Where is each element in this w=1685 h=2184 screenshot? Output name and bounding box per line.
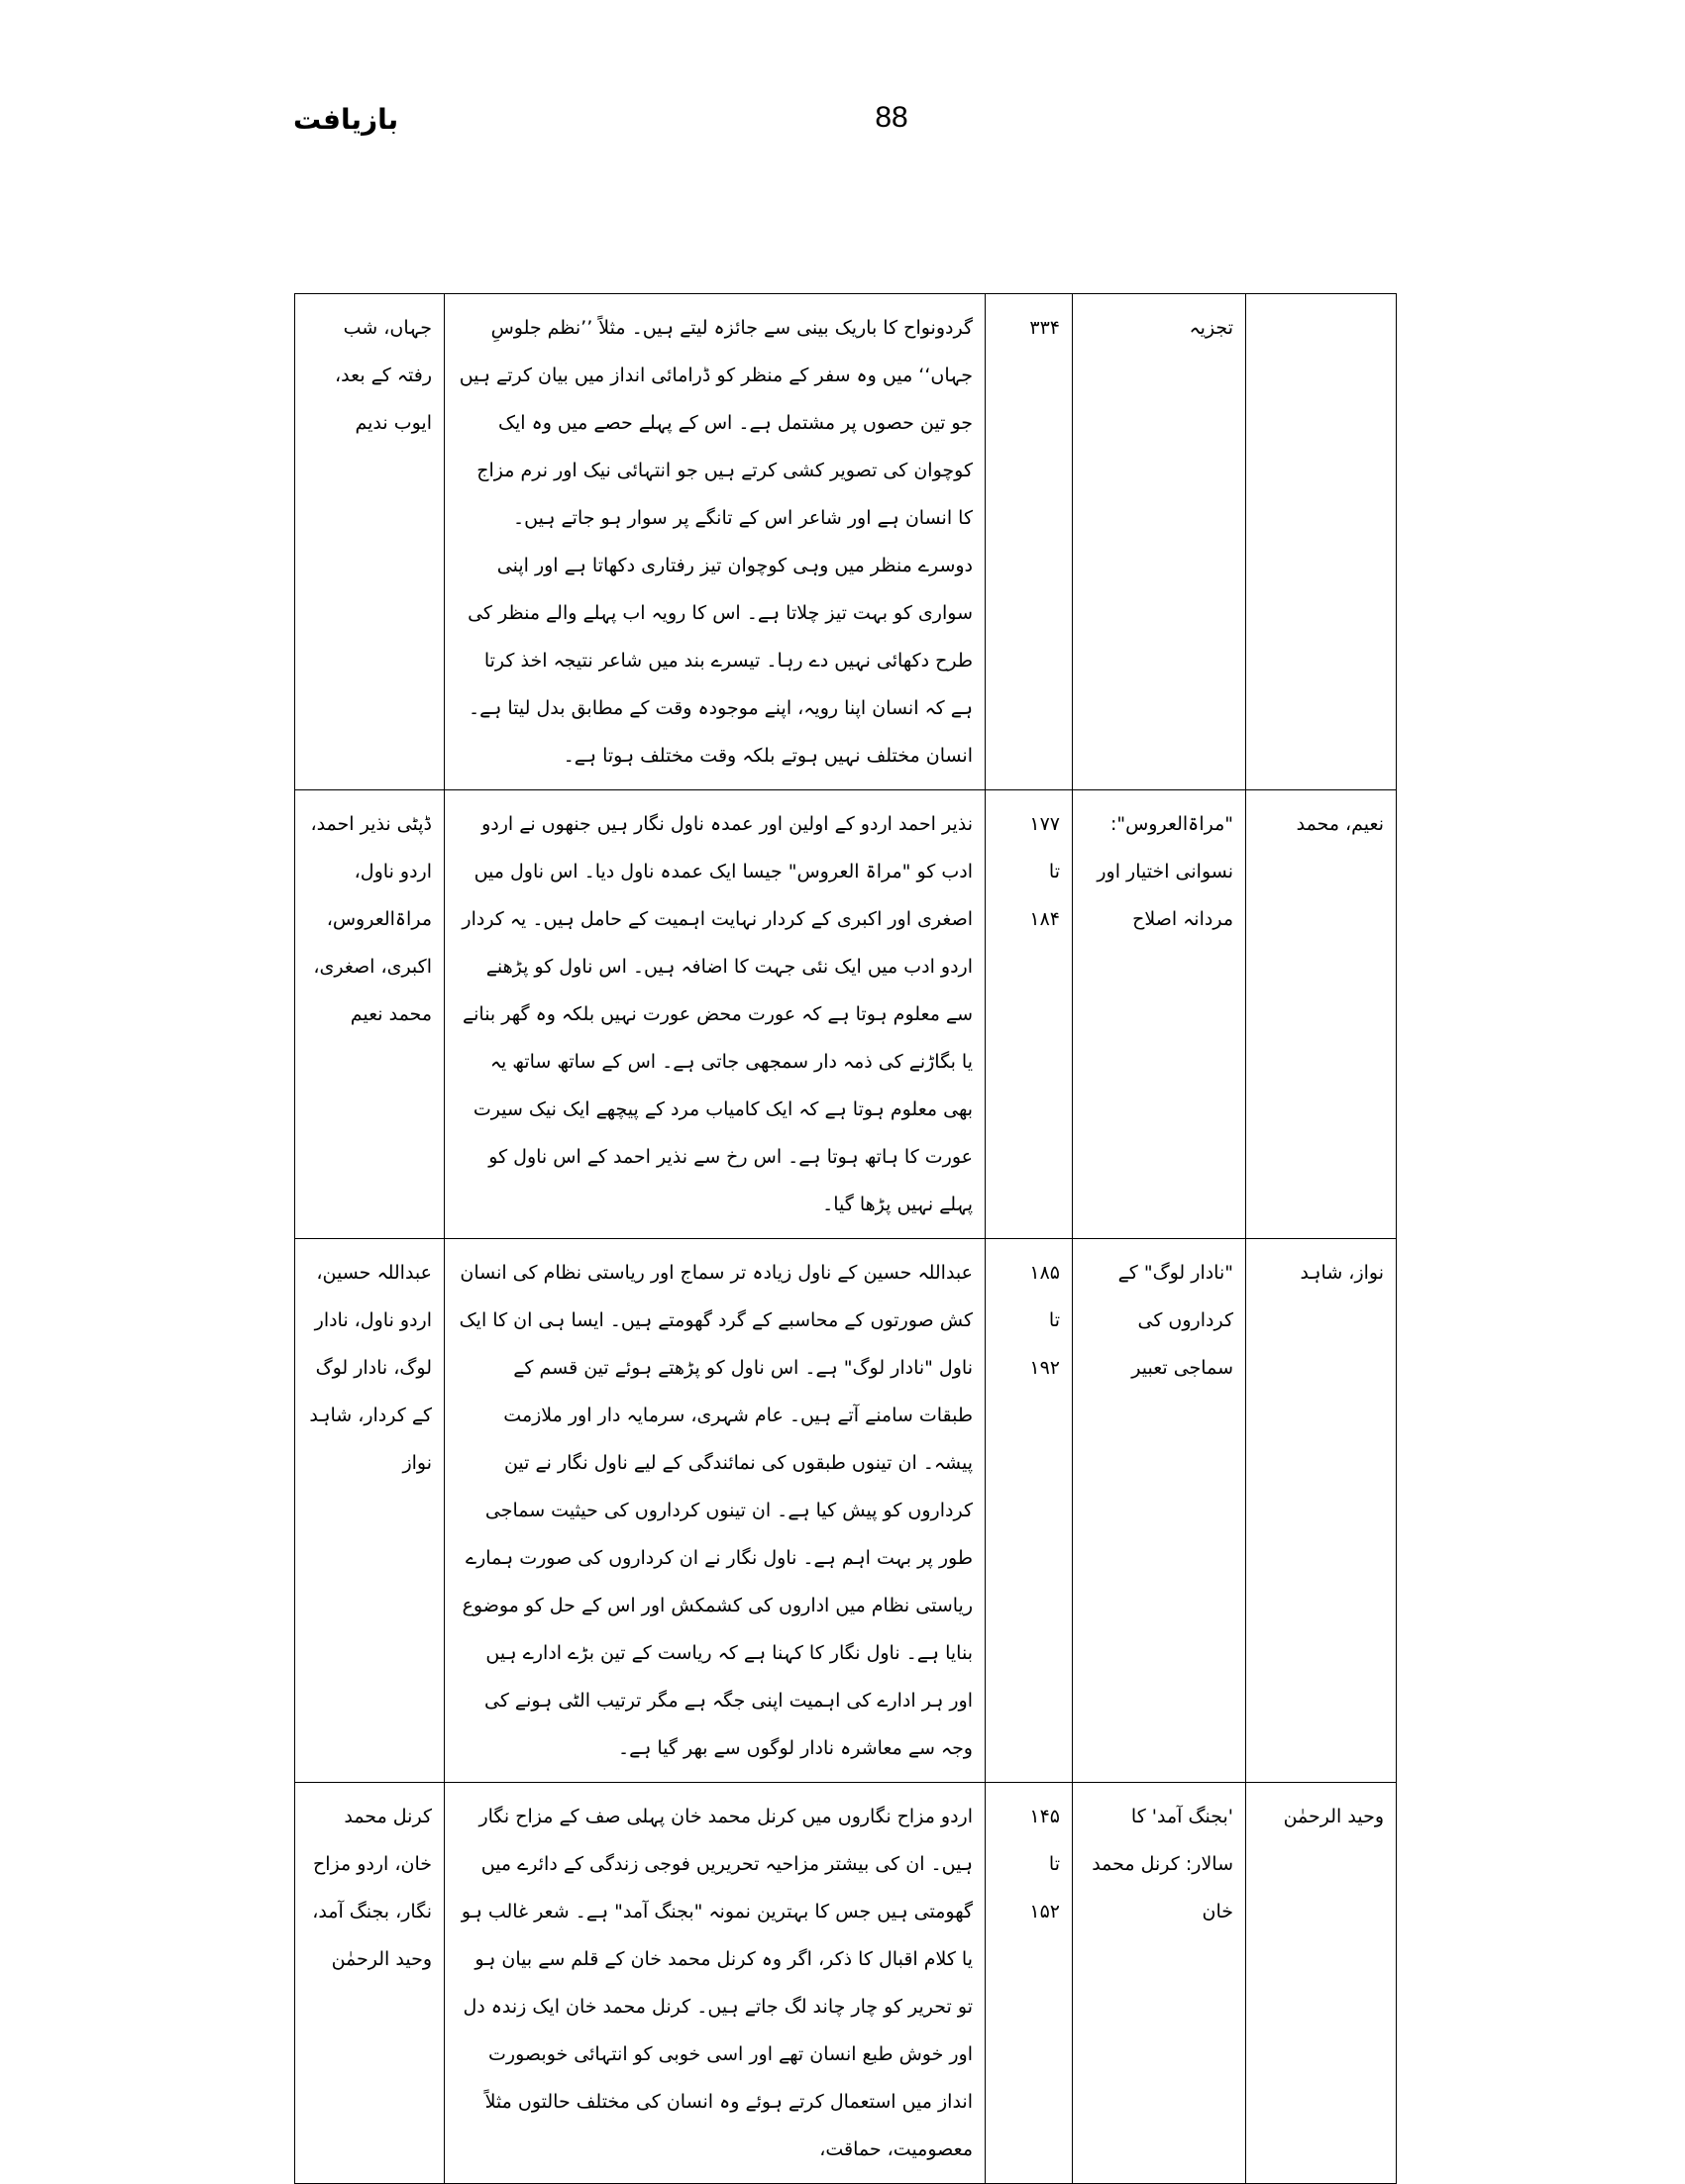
author-cell: نعیم، محمد bbox=[1246, 790, 1397, 1239]
page-header bbox=[0, 0, 1685, 198]
keywords-cell: ڈپٹی نذیر احمد، اردو ناول، مراۃالعروس، اکبری، اصغری، محمد نعیم bbox=[295, 790, 445, 1239]
page-from: ۳۳۴ bbox=[1029, 317, 1060, 339]
pages-cell bbox=[986, 1239, 1073, 1783]
summary-cell: اردو مزاح نگاروں میں کرنل محمد خان پہلی صف کے مزاح نگار ہیں۔ ان کی بیشتر مزاحیہ تحریریں فوجی زندگی کے دائرے میں گھومتی ہیں جس کا بہترین نمونہ "بجنگ آمد" ہے۔ شعر غالب ہو یا کلام اقبال کا ذکر، اگر وہ کرنل محمد خان کے قلم سے بیان ہو تو تحریر کو چار چاند لگ جاتے ہیں۔ کرنل محمد خان ایک زندہ دل اور خوش طبع انسان تھے اور اسی خوبی کو انتہائی خوبصورت انداز میں استعمال کرتے ہوئے وہ انسان کی مختلف حالتوں مثلاً معصومیت، حماقت، bbox=[445, 1783, 986, 2184]
journal-name: بازیافت bbox=[293, 103, 399, 136]
page-sep: تا bbox=[1048, 1853, 1060, 1875]
table-row bbox=[295, 1783, 1397, 2184]
pages-cell bbox=[986, 294, 1073, 790]
keywords-cell: جہاں، شب رفتہ کے بعد، ایوب ندیم bbox=[295, 294, 445, 790]
summary-cell: نذیر احمد اردو کے اولین اور عمدہ ناول نگار ہیں جنھوں نے اردو ادب کو "مراۃ العروس" جیسا ایک عمدہ ناول دیا۔ اس ناول میں اصغری اور اکبری کے کردار نہایت اہمیت کے حامل ہیں۔ یہ کردار اردو ادب میں ایک نئی جہت کا اضافہ ہیں۔ اس ناول کو پڑھنے سے معلوم ہوتا ہے کہ عورت محض عورت نہیں بلکہ وہ گھر بنانے یا بگاڑنے کی ذمہ دار سمجھی جاتی ہے۔ اس کے ساتھ ساتھ یہ بھی معلوم ہوتا ہے کہ ایک کامیاب مرد کے پیچھے ایک نیک سیرت عورت کا ہاتھ ہوتا ہے۔ اس رخ سے نذیر احمد کے اس ناول کو پہلے نہیں پڑھا گیا۔ bbox=[445, 790, 986, 1239]
page-to: ۱۸۴ bbox=[1029, 908, 1060, 930]
page-to: ۱۹۲ bbox=[1029, 1357, 1060, 1379]
author-cell: نواز، شاہد bbox=[1246, 1239, 1397, 1783]
page-to: ۱۵۲ bbox=[1029, 1901, 1060, 1923]
table-row bbox=[295, 294, 1397, 790]
page-sep: تا bbox=[1048, 861, 1060, 883]
title-cell: 'بجنگ آمد' کا سالار: کرنل محمد خان bbox=[1073, 1783, 1246, 2184]
page-from: ۱۸۵ bbox=[1029, 1262, 1060, 1284]
title-cell: "نادار لوگ" کے کرداروں کی سماجی تعبیر bbox=[1073, 1239, 1246, 1783]
title-cell: "مراۃالعروس": نسوانی اختیار اور مردانہ اصلاح bbox=[1073, 790, 1246, 1239]
table-row bbox=[295, 790, 1397, 1239]
page-from: ۱۷۷ bbox=[1029, 813, 1060, 835]
author-cell: وحید الرحمٰن bbox=[1246, 1783, 1397, 2184]
table-row bbox=[295, 1239, 1397, 1783]
summary-cell: عبداللہ حسین کے ناول زیادہ تر سماج اور ریاستی نظام کی انسان کش صورتوں کے محاسبے کے گرد گھومتے ہیں۔ ایسا ہی ان کا ایک ناول "نادار لوگ" ہے۔ اس ناول کو پڑھتے ہوئے تین قسم کے طبقات سامنے آتے ہیں۔ عام شہری، سرمایہ دار اور ملازمت پیشہ۔ ان تینوں طبقوں کی نمائندگی کے لیے ناول نگار نے تین کرداروں کو پیش کیا ہے۔ ان تینوں کرداروں کی حیثیت سماجی طور پر بہت اہم ہے۔ ناول نگار نے ان کرداروں کی صورت ہمارے ریاستی نظام میں اداروں کی کشمکش اور اس کے حل کو موضوع بنایا ہے۔ ناول نگار کا کہنا ہے کہ ریاست کے تین بڑے ادارے ہیں اور ہر ادارے کی اہمیت اپنی جگہ ہے مگر ترتیب الٹی ہونے کی وجہ سے معاشرہ نادار لوگوں سے بھر گیا ہے۔ bbox=[445, 1239, 986, 1783]
page-sep: تا bbox=[1048, 1309, 1060, 1331]
keywords-cell: عبداللہ حسین، اردو ناول، نادار لوگ، نادار لوگ کے کردار، شاہد نواز bbox=[295, 1239, 445, 1783]
pages-cell bbox=[986, 790, 1073, 1239]
keywords-cell: کرنل محمد خان، اردو مزاح نگار، بجنگ آمد، وحید الرحمٰن bbox=[295, 1783, 445, 2184]
author-cell bbox=[1246, 294, 1397, 790]
page-from: ۱۴۵ bbox=[1029, 1806, 1060, 1827]
pages-cell bbox=[986, 1783, 1073, 2184]
page-number: 88 bbox=[875, 101, 908, 134]
summary-cell: گردونواح کا باریک بینی سے جائزہ لیتے ہیں۔ مثلاً ’’نظم جلوسِ جہاں‘‘ میں وہ سفر کے منظر کو ڈرامائی انداز میں بیان کرتے ہیں جو تین حصوں پر مشتمل ہے۔ اس کے پہلے حصے میں وہ ایک کوچوان کی تصویر کشی کرتے ہیں جو انتہائی نیک اور نرم مزاج کا انسان ہے اور شاعر اس کے تانگے پر سوار ہو جاتے ہیں۔ دوسرے منظر میں وہی کوچوان تیز رفتاری دکھاتا ہے اور اپنی سواری کو بہت تیز چلاتا ہے۔ اس کا رویہ اب پہلے والے منظر کی طرح دکھائی نہیں دے رہا۔ تیسرے بند میں شاعر نتیجہ اخذ کرتا ہے کہ انسان اپنا رویہ، اپنے موجودہ وقت کے مطابق بدل لیتا ہے۔ انسان مختلف نہیں ہوتے بلکہ وقت مختلف ہوتا ہے۔ bbox=[445, 294, 986, 790]
index-table bbox=[294, 293, 1397, 2184]
title-cell: تجزیہ bbox=[1073, 294, 1246, 790]
